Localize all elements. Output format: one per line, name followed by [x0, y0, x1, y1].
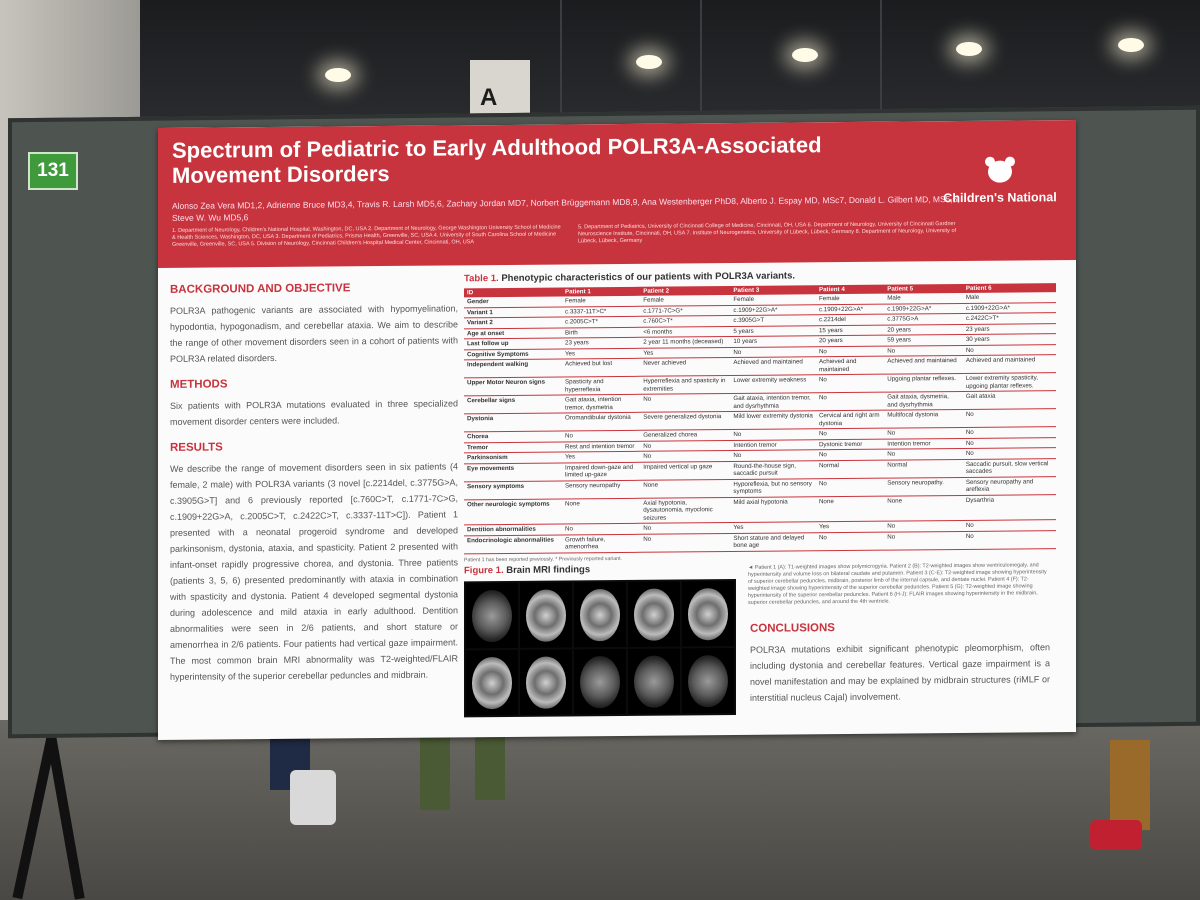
table-cell: Achieved and maintained	[730, 357, 816, 376]
table-cell: No	[963, 409, 1056, 428]
poster-title: Spectrum of Pediatric to Early Adulthood POLR3A-Associated Movement Disorders	[172, 132, 822, 188]
mri-panel	[466, 583, 518, 648]
mri-panel	[628, 581, 680, 646]
table-cell: Round-the-house sign, saccadic pursuit	[730, 460, 816, 479]
table-cell: No	[640, 523, 730, 534]
table-row-header: Tremor	[464, 441, 562, 452]
table-row-header: Other neurologic symptoms	[464, 498, 562, 524]
table-cell: Yes	[816, 521, 884, 532]
table-cell: Gait ataxia, intention tremor, and dysrhythmia	[730, 393, 816, 412]
research-poster	[158, 120, 1076, 740]
table-cell: Female	[730, 294, 816, 305]
table-cell: Growth failure, amenorrhea	[562, 534, 640, 553]
table-cell: None	[562, 498, 640, 524]
table-cell: Achieved and maintained	[963, 355, 1056, 374]
table-cell: Oromandibular dystonia	[562, 412, 640, 431]
ceiling-truss	[700, 0, 702, 120]
ceiling-light	[636, 55, 662, 69]
table-row-header: Cerebellar signs	[464, 395, 562, 414]
table-cell: No	[816, 428, 884, 439]
ceiling-light	[1118, 38, 1144, 52]
table-cell: No	[730, 450, 816, 461]
table-cell: Multifocal dystonia	[884, 409, 963, 428]
table-row-header: Last follow up	[464, 338, 562, 349]
board-number-tag: 131	[28, 152, 78, 190]
mri-panel	[574, 582, 626, 647]
table-cell: Hyporeflexia, but no sensory symptoms	[730, 478, 816, 497]
table-header-cell: Patient 3	[730, 285, 816, 295]
table-row-header: Sensory symptoms	[464, 480, 562, 499]
table-cell: c.3775G>A	[884, 313, 963, 324]
person-legs	[270, 730, 360, 830]
table-cell: Intention tremor	[730, 439, 816, 450]
table-cell: No	[562, 523, 640, 534]
poster-authors: Alonso Zea Vera MD1,2, Adrienne Bruce MD3,4, Travis R. Larsh MD5,6, Zachary Jordan MD7, Norbert Brüggemann MD8,9, Ana Westenberger PhD8, Alberto J. Espay MD, MSc7, Donald L. Gilbert MD, MS5,6, Steve W. Wu MD5,6	[172, 194, 960, 223]
table-cell: Rest and intention tremor	[562, 441, 640, 452]
table-cell: No	[963, 427, 1056, 438]
table-row-header: Dystonia	[464, 413, 562, 432]
table-cell: Never achieved	[640, 358, 730, 377]
mri-panel	[628, 648, 680, 713]
table-cell: No	[816, 392, 884, 411]
bear-icon	[983, 157, 1017, 187]
table-cell: Sensory neuropathy	[562, 480, 640, 499]
table-cell: None	[640, 479, 730, 498]
conclusions-section	[750, 620, 1050, 706]
table-title: Phenotypic characteristics of our patients with POLR3A variants.	[501, 270, 796, 285]
table-cell: Impaired vertical up gaze	[640, 461, 730, 480]
table-caption	[464, 268, 1056, 284]
table-cell: No	[816, 374, 884, 393]
table-cell: No	[640, 451, 730, 462]
table-cell: Gait ataxia, intention tremor, dysmetria	[562, 394, 640, 413]
table-cell: c.3337-11T>C*	[562, 306, 640, 317]
background-heading: BACKGROUND AND OBJECTIVE	[170, 282, 351, 296]
ceiling-truss	[560, 0, 562, 120]
figure-caption-title	[464, 564, 590, 576]
table-cell: Axial hypotonia, dysautonomia, myoclonic seizures	[640, 497, 730, 523]
table-cell: Short stature and delayed bone age	[730, 532, 816, 551]
table-header-cell: Patient 6	[963, 283, 1056, 293]
figure-title: Brain MRI findings	[506, 564, 591, 576]
background-text: POLR3A pathogenic variants are associated with hypomyelination, hypodontia, hypogonadism, and cerebellar ataxia. We aim to describe the range of other movement disorders seen in a cohort of patients with POLR3A related disorders.	[170, 303, 458, 364]
table-cell: No	[963, 530, 1056, 549]
table-cell: c.1909+22G>A*	[730, 304, 816, 315]
table-cell: No	[963, 344, 1056, 355]
table-cell: Spasticity and hyperreflexia	[562, 376, 640, 395]
table-header-cell: Patient 1	[562, 287, 640, 297]
figure-description: ◄ Patient 1 (A): T1-weighted images show polymicrogyria. Patient 2 (B): T2-weighted images show ventriculomegaly, and hyperintensity and volume loss on bilateral caudate and putamen. Patient 3 (C-E): T2-weighted image showing hyperintensity of superior cerebellar peduncles, midbrain, posterior limb of the internal capsule, and dentate nuclei. Patient 4 (F): T2-weighted image showing hyperintensity of the superior cerebellar peduncles. Patient 5 (G): T2-weighted image showing hyperintensity of the superior cerebellar peduncles. Patient 6 (H-J): FLAIR images showing hyperintensity in the midbrain, superior cerebellar peduncles, and around the 4th ventricle.	[748, 562, 1047, 606]
table-cell: Gait ataxia, dysmetria, and dysrhythmia	[884, 391, 963, 410]
poster-header	[158, 120, 1076, 268]
table-cell: None	[816, 496, 884, 522]
table-cell: Achieved but lost	[562, 358, 640, 377]
ceiling-truss	[880, 0, 882, 120]
results-text: We describe the range of movement disorders seen in six patients (4 female, 2 male) with POLR3A variants (3 novel [c.2214del, c.3775G>A, c.3905G>T] and 6 previously reported [c.760C>T, c.1771-7C>G, c.1909+22G>A, c.2005C>T, c.2422C>T, c.3337-11T>C]). Patient 1 presented with a neonatal progeroid syndrome and developed parkinsonism, dystonia, ataxia, and spasticity. Patient 2 presented with infant-onset rapidly progressive chorea, and dystonia. Three patients (patients 3, 5, 6) presented predominantly with ataxia in combination with spasticity and dystonia. Patient 4 developed segmental dystonia during adolescence and mild ataxia in early adulthood. Dentition abnormalities were seen in 2/6 patients, and short stature or amenorrhea in 2/6 patients. Four patients had vertical gaze impairment. The most common brain MRI abnormality was T2-weighted/FLAIR hyperintensity of the superior cerebellar peduncles and midbrain.	[170, 461, 458, 682]
methods-heading: METHODS	[170, 378, 228, 391]
table-cell: Hyperreflexia and spasticity in extremities	[640, 376, 730, 395]
table-cell: 10 years	[730, 336, 816, 347]
table-cell: Lower extremity spasticity, upgoing plantar reflexes.	[963, 373, 1056, 392]
table-cell: No	[963, 437, 1056, 448]
table-cell: c.760C>T*	[640, 316, 730, 327]
table-cell: No	[963, 520, 1056, 531]
table-cell: c.2422C>T*	[963, 313, 1056, 324]
person-legs	[420, 730, 510, 830]
table-cell: c.1909+22G>A*	[816, 304, 884, 315]
table-row	[464, 530, 1056, 553]
table-cell: 15 years	[816, 325, 884, 336]
methods-text: Six patients with POLR3A mutations evaluated in three specialized movement disorder centers were included.	[170, 398, 458, 427]
table-cell: No	[640, 440, 730, 451]
person-legs	[1090, 740, 1160, 860]
table-row-header: Parkinsonism	[464, 452, 562, 463]
table-row-header: Variant 1	[464, 306, 562, 317]
table-cell: c.2214del	[816, 314, 884, 325]
table-header-cell: Patient 4	[816, 285, 884, 295]
table-cell: Intention tremor	[884, 438, 963, 449]
table-cell: Yes	[730, 522, 816, 533]
table-cell: c.3905G>T	[730, 315, 816, 326]
table-cell: Yes	[562, 348, 640, 359]
table-cell: <6 months	[640, 326, 730, 337]
table-header-cell: Patient 2	[640, 286, 730, 296]
mri-panel	[466, 650, 518, 715]
table-cell: Mild lower extremity dystonia	[730, 411, 816, 430]
table-cell: No	[816, 478, 884, 497]
table-cell: Cervical and right arm dystonia	[816, 410, 884, 429]
table-body	[464, 292, 1056, 553]
table-cell: No	[884, 427, 963, 438]
table-cell: Sensory neuropathy.	[884, 477, 963, 496]
table-cell: Normal	[884, 459, 963, 478]
ceiling-light	[325, 68, 351, 82]
phenotype-table	[464, 283, 1056, 554]
conclusions-heading: CONCLUSIONS	[750, 622, 835, 635]
table-cell: Gait ataxia	[963, 391, 1056, 410]
table-cell: Yes	[562, 451, 640, 462]
table-cell: No	[884, 531, 963, 550]
table-cell: Female	[816, 294, 884, 305]
table-label: Table 1.	[464, 273, 499, 285]
table-cell: Achieved and maintained	[816, 356, 884, 375]
left-column	[170, 281, 458, 697]
table-cell: 2 year 11 months (deceased)	[640, 337, 730, 348]
table-cell: No	[730, 429, 816, 440]
table-cell: Normal	[816, 460, 884, 479]
table-cell: Generalized chorea	[640, 430, 730, 441]
table-cell: 23 years	[562, 337, 640, 348]
childrens-national-logo	[938, 156, 1062, 217]
table-row-header: Gender	[464, 296, 562, 307]
table-cell: 59 years	[884, 334, 963, 345]
table-note: Patient 1 has been reported previously. * Previously reported variant.	[464, 555, 622, 563]
conclusions-text: POLR3A mutations exhibit significant phenotypic pleomorphism, often including dystonia and cerebellar features. Vertical gaze impairment is a novel manifestation and may be explained by midbrain structures (riMLF or interstitial nucleus Cajal) involvement.	[750, 642, 1050, 703]
ceiling-light	[792, 48, 818, 62]
table-cell: Birth	[562, 327, 640, 338]
table-cell: No	[562, 430, 640, 441]
table-cell: Achieved and maintained	[884, 355, 963, 374]
table-row-header: Chorea	[464, 431, 562, 442]
table-row-header: Independent walking	[464, 359, 562, 378]
table-cell: Female	[640, 295, 730, 306]
mri-panel	[574, 649, 626, 714]
table-row-header: Age at onset	[464, 327, 562, 338]
table-cell: Upgoing plantar reflexes.	[884, 373, 963, 392]
table-cell: No	[730, 346, 816, 357]
mri-figure-grid	[464, 579, 736, 717]
table-cell: Male	[963, 292, 1056, 303]
table-cell: No	[816, 346, 884, 357]
table-header-cell: ID	[464, 287, 562, 297]
table-cell: Sensory neuropathy and areflexia	[963, 476, 1056, 495]
table-row-header: Cognitive Symptoms	[464, 348, 562, 359]
table-cell: Saccadic pursuit, slow vertical saccades	[963, 458, 1056, 477]
table-cell: Dystonic tremor	[816, 439, 884, 450]
table-header-cell: Patient 5	[884, 284, 963, 294]
table-row-header: Dentition abnormalities	[464, 524, 562, 535]
logo-text: Children's National	[943, 190, 1057, 206]
table-cell: c.1771-7C>G*	[640, 305, 730, 316]
table-cell: Lower extremity weakness	[730, 375, 816, 394]
floor	[0, 720, 1200, 900]
table-cell: No	[640, 533, 730, 552]
table-cell: No	[816, 532, 884, 551]
mri-panel	[682, 648, 734, 713]
table-cell: 20 years	[816, 335, 884, 346]
hall-sign-letter: A	[480, 84, 498, 111]
table-cell: c.2005C>T*	[562, 316, 640, 327]
table-cell: No	[884, 520, 963, 531]
table-row-header: Upper Motor Neuron signs	[464, 377, 562, 396]
table-cell: 5 years	[730, 325, 816, 336]
table-cell: 30 years	[963, 334, 1056, 345]
table-cell: No	[884, 345, 963, 356]
ceiling-light	[956, 42, 982, 56]
table-cell: Severe generalized dystonia	[640, 412, 730, 431]
affiliations-right: 5. Department of Pediatrics, University of Cincinnati College of Medicine, Cincinnati, OH, USA 6. Department of Neurology, University of Cincinnati Gardner Neuroscience Institute, Cincinnati, OH, USA 7. Institute of Neurogenetics, University of Lübeck, Lübeck, Germany 8. Department of Neurology, University of Lübeck, Lübeck, Germany	[578, 221, 957, 245]
mri-panel	[520, 582, 572, 647]
table-cell: None	[884, 495, 963, 521]
table-cell: No	[963, 448, 1056, 459]
table-row-header: Endocrinologic abnormalities	[464, 534, 562, 553]
table-cell: No	[884, 448, 963, 459]
table-cell: Female	[562, 296, 640, 307]
figure-label: Figure 1.	[464, 564, 504, 577]
table-cell: c.1909+22G>A*	[963, 302, 1056, 313]
mri-panel	[520, 649, 572, 714]
affiliations-left: 1. Department of Neurology, Children's National Hospital, Washington, DC, USA 2. Department of Neurology, George Washington University School of Medicine & Health Sciences, Washington, DC, USA 3. Department of Pediatrics, Prisma Health, Greenville, SC, USA 4. University of South Carolina School of Medicine Greenville, Greenville, SC, USA 5. Division of Neurology, Cincinnati Children's Hospital Medical Center, Cincinnati, OH, USA	[172, 224, 561, 248]
table-cell: No	[816, 449, 884, 460]
table-cell: Male	[884, 293, 963, 304]
phenotype-table-section	[464, 268, 1056, 563]
table-cell: 23 years	[963, 323, 1056, 334]
table-row-header: Eye movements	[464, 462, 562, 481]
table-cell: Impaired down-gaze and limited up-gaze	[562, 462, 640, 481]
results-heading: RESULTS	[170, 441, 223, 454]
table-cell: No	[640, 394, 730, 413]
table-row-header: Variant 2	[464, 317, 562, 328]
table-cell: 20 years	[884, 324, 963, 335]
table-cell: Mild axial hypotonia	[730, 496, 816, 522]
table-cell: c.1909+22G>A*	[884, 303, 963, 314]
table-cell: Yes	[640, 347, 730, 358]
mri-panel	[682, 581, 734, 646]
table-cell: Dysarthria	[963, 494, 1056, 520]
